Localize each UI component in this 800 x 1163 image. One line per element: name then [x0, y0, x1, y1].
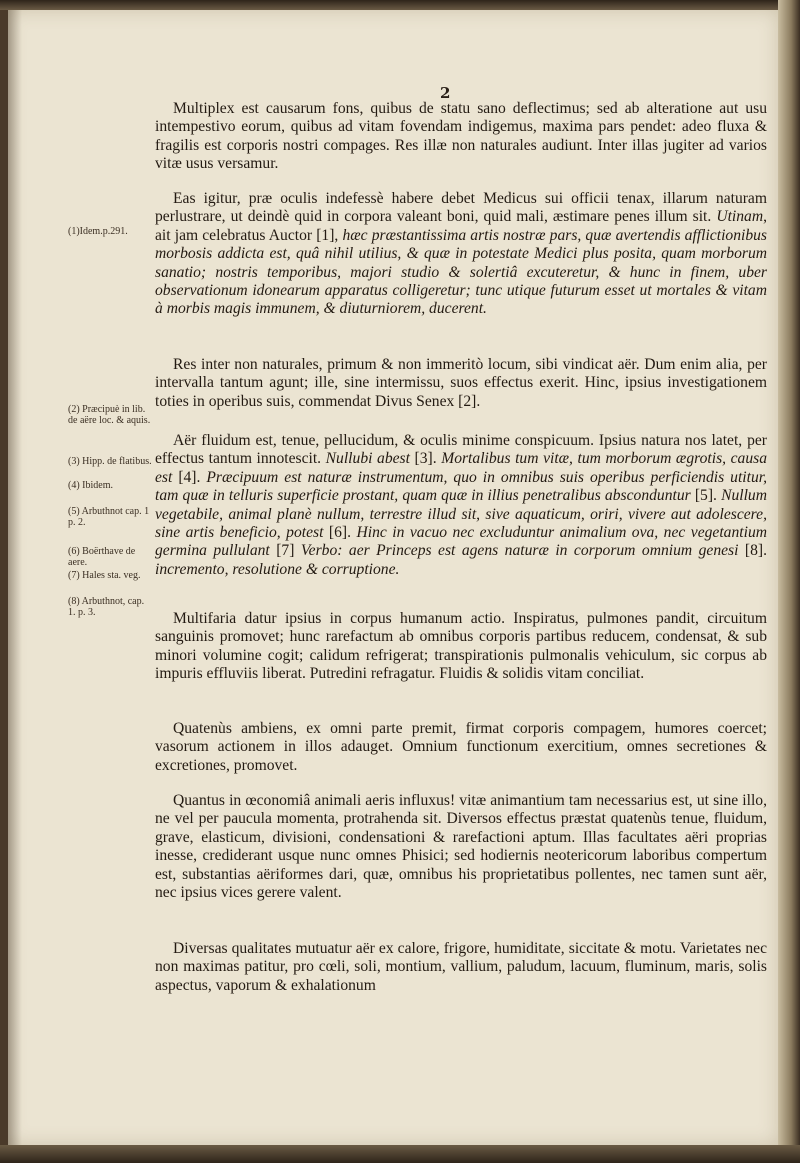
margin-note-6: (6) Boërthave de aere. [68, 546, 136, 568]
paragraph-4-italic-4: Nullum vegetabile, animal planè nullum, terrestre illud sit, sive aquaticum, oriri, vivere aut adolescere, sine artis beneficio, potest [155, 487, 767, 542]
paragraph-4-text-2: [3]. [409, 450, 442, 468]
page-gutter-shadow [8, 10, 22, 1145]
paragraph-4-italic-7: incremento, resolutione & corruptione. [155, 560, 400, 578]
margin-note-2: (2) Præcipuè in lib. de aëre loc. & aquis. [68, 404, 151, 426]
page-top-edge [0, 0, 800, 10]
margin-note-8: (8) Arbuthnot, cap. 1. p. 3. [68, 596, 145, 618]
paragraph-4-italic-6: Verbo: aer Princeps est agens naturæ in corporum omnium genesi [300, 542, 739, 560]
paragraph-4-text-3: [4]. [172, 468, 207, 486]
paragraph-2-italic-1: Utinam [716, 208, 764, 226]
margin-note-3: (3) Hipp. de flatibus. [68, 456, 152, 467]
page-number: 2 [440, 84, 451, 102]
paragraph-4-text-6: [7] [269, 542, 301, 560]
margin-note-4: (4) Ibidem. [68, 480, 113, 491]
paragraph-4-text: Aër fluidum est, tenue, pellucidum, & oculis minime conspicuum. Ipsius natura nos latet, per effectus tantum innotescit. [155, 432, 767, 468]
paragraph-4-text-5: [6]. [323, 524, 357, 542]
paragraph-4 [155, 432, 767, 579]
paragraph-4-text-4: [5]. [690, 487, 722, 505]
paragraph-5: Multifaria datur ipsius in corpus humanum actio. Inspiratus, pulmones pandit, circuitum sanguinis promovet; hunc rarefactum ab omnibus corporis partibus reducem, condensat, & sub minori volumine cogit; calidum refrigerat; transpirationis pulmonalis vehiculum, sic corpus ab impuris effluviis liberat. Putredini refragatur. Fluidis & solidis vitam conciliat. [155, 610, 767, 683]
paragraph-6: Quatenùs ambiens, ex omni parte premit, firmat corporis compagem, humores coercet; vasorum actionem in illos adauget. Omnium functionum exercitium, omnes secretiones & excretiones, promovet. [155, 720, 767, 774]
paragraph-4-italic-1: Nullubi abest [325, 450, 410, 468]
page-right-edge [778, 0, 800, 1163]
paragraph-4-italic-3: Præcipuum est naturæ instrumentum, quo in omnibus suis operibus perficiendis utitur, tam quæ in telluris superficie prostant, quam quæ in illius penetralibus absconduntur [155, 468, 767, 505]
paragraph-2-text: Eas igitur, præ oculis indefessè habere debet Medicus sui officii tenax, illarum naturam perlustrare, ut deindè quid in corpora valeant boni, quid mali, æstimare penes illum sit. [155, 190, 767, 226]
paragraph-2-text-2: , ait jam celebratus Auctor [1], [155, 208, 767, 244]
page-bottom-edge [0, 1145, 800, 1163]
paragraph-4-italic-2: Mortalibus tum vitæ, tum morborum ægrotis, causa est [155, 450, 768, 486]
paragraph-4-text-7: [8]. [738, 542, 767, 560]
paragraph-2 [155, 190, 767, 319]
paragraph-2-italic-2: hæc præstantissima artis nostræ pars, quæ avertendis afflictionibus morbosis addicta est, quâ nihil utilius, & quæ in potestate Medici plus posita, quam morborum sanatio; nostris temporibus, majori studio & solertiâ excuteretur, & hunc in finem, uber observationum idonearum apparatus colligeretur; tunc utique futurum esset ut mortales & vitam à morbis magis immunem, & diuturniorem, ducerent. [155, 226, 767, 318]
paragraph-1: Multiplex est causarum fons, quibus de statu sano deflectimus; sed ab alteratione aut usu intempestivo eorum, quibus ad vitam fovendam indigemus, maxima pars pendet: adeo fluxa & fragilis est corporis nostri compages. Res illæ non naturales audiunt. Inter illas jugiter ad varios vitæ usus versamur. [155, 100, 767, 173]
paragraph-4-italic-5: Hinc in vacuo nec excluduntur animalium ova, nec vegetantium germina pullulant [155, 524, 767, 560]
paragraph-7: Quantus in œconomiâ animali aeris influxus! vitæ animantium tam necessarius est, ut sine illo, ne vel per paucula momenta, protrahenda sit. Diversos effectus præstat quatenùs tenue, fluidum, grave, elasticum, divisioni, condensationi & rarefactioni aptum. Illas facultates aëri proprias inesse, crediderant usque nunc omnes Phisici; sed hodiernis neotericorum laboribus compertum est, substantias aëriformes dari, quæ, omnibus his proprietatibus pollentes, nec tamen sunt aër, nec ipsius vices gerere valent. [155, 792, 767, 902]
margin-note-7: (7) Hales sta. veg. [68, 570, 141, 581]
margin-note-1: (1)Idem.p.291. [68, 226, 128, 237]
paragraph-3: Res inter non naturales, primum & non immeritò locum, sibi vindicat aër. Dum enim alia, per intervalla tantum agunt; ille, sine intermissu, suos effectus exerit. Hinc, ipsius investigationem toties in operibus suis, commendat Divus Senex [2]. [155, 356, 767, 410]
margin-note-5: (5) Arbuthnot cap. 1 p. 2. [68, 506, 150, 528]
paragraph-8: Diversas qualitates mutuatur aër ex calore, frigore, humiditate, siccitate & motu. Varietates nec non maximas patitur, pro cœli, soli, montium, vallium, paludum, lacuum, fluminum, maris, solis aspectus, vaporum & exhalationum [155, 940, 767, 994]
